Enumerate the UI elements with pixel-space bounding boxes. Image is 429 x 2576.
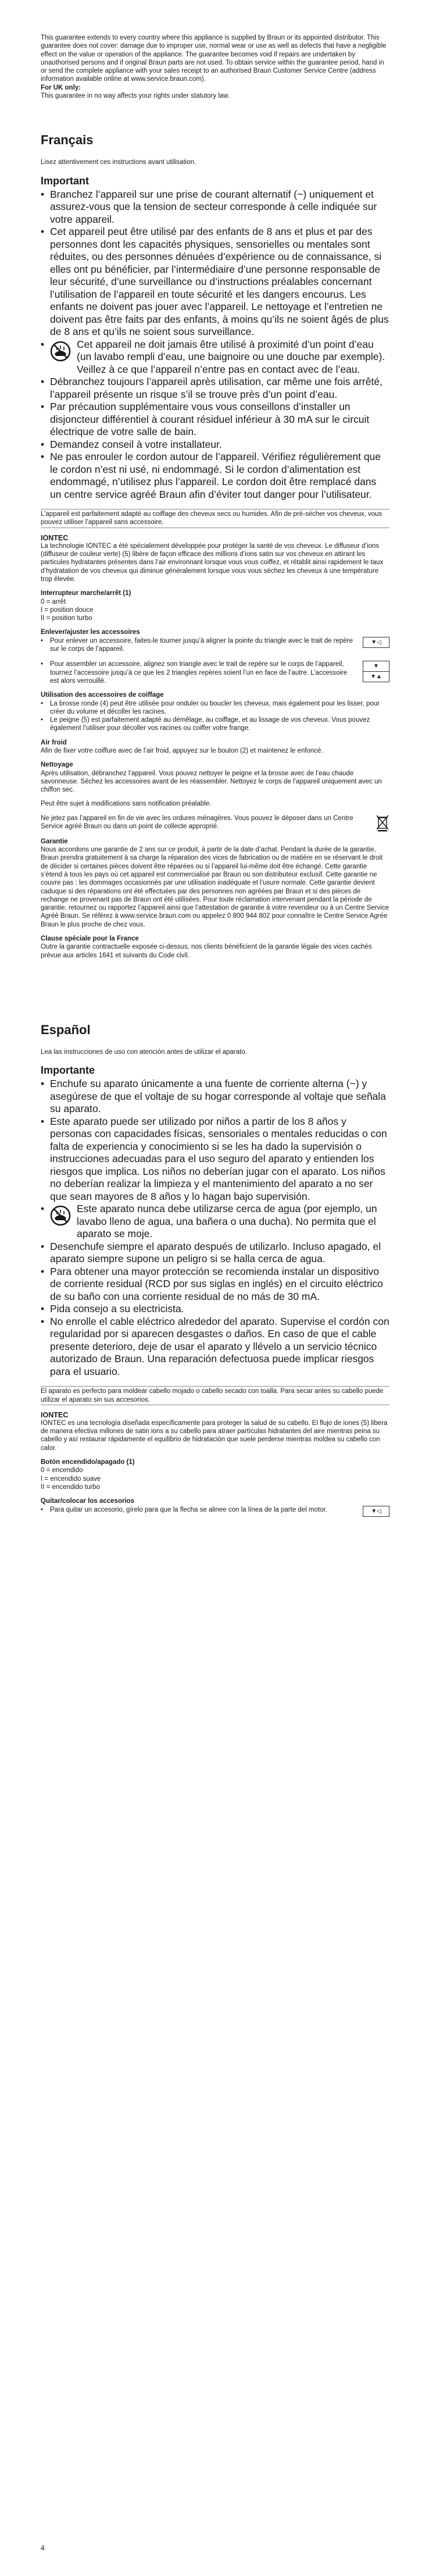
- switch-heading-es: Botón encendido/apagado (1): [41, 1459, 135, 1466]
- styling-list-fr: [41, 700, 389, 733]
- list-item: • Le peigne (5) est parfaitement adapté au démêlage, au coiffage, et au lissage de vos cheveux. Vous pouvez également l’utiliser pour décoller vos racines ou coiffer votre frange.: [41, 716, 389, 733]
- fig-symbol: ▼: [363, 661, 389, 672]
- water-warning-fr: • Cet appareil ne doit jamais être utilisé à proximité d’un point d’eau (un lavabo rempli d’eau, une baignoire ou une douche par exemple). Veillez à ce que l’appareil n’entre pas en contact avec de l’eau.: [77, 338, 385, 375]
- important-heading-fr: Important: [41, 174, 89, 187]
- iontec-text-fr: La technologie IONTEC a été spécialement développée pour protéger la santé de vos cheveux. Le diffuseur d’ions (diffuseur de couleur verte) (5) libère de façon efficace des millions d’ions satin sur vos cheveux en attirant les particules hydratantes présentes dans l’air environnant lorsque vous vous coiffez, et rétablit ainsi rapidement le taux d’hydratation de vos cheveux qui diminue généralement lorsque vous vous séchez les cheveux à une température trop élevée.: [41, 542, 384, 583]
- hair-note-text-fr: L’appareil est parfaitement adapté au coiffage des cheveux secs ou humides. Afin de pré-sécher vos cheveux, vous pouvez utiliser l’appareil sans accessoire.: [41, 509, 389, 528]
- page-number: 4: [41, 2544, 45, 2552]
- water-warning-es: • Este aparato nunca debe utilizarse cerca de agua (por ejemplo, un lavabo lleno de agua, una bañera o una ducha). No permita que el aparato se moje.: [77, 1203, 377, 1240]
- change-note-fr: Peut être sujet à modifications sans notification préalable.: [41, 800, 212, 808]
- important-list-es: [41, 1078, 389, 1378]
- list-item: • Desenchufe siempre el aparato después de utilizarlo. Incluso apagado, el aparato siempre supone un peligro si se halla cerca de agua.: [41, 1241, 389, 1266]
- hair-note-fr: [41, 509, 389, 528]
- list-item: • No enrolle el cable eléctrico alrededor del aparato. Supervise el cordón con regularidad por si aparecen desgastes o daños. En caso de que el cable presente deterioro, deje de usar el aparato y llévelo a un servicio técnico autorizado de Braun. Una reparación defectuosa puede implicar riesgos para el usuario.: [41, 1316, 389, 1378]
- language-heading-es: Español: [41, 1022, 91, 1037]
- list-item: • Ne pas enrouler le cordon autour de l’appareil. Vérifiez régulièrement que le cordon n’est ni usé, ni endommagé. Si le cordon d’alimentation est endommagé, n’utilisez plus l’appareil. Le cordon doit être remplacé dans un centre service agréé Braun afin d’éviter tout danger pour l’utilisateur.: [41, 451, 389, 501]
- list-item: • Branchez l’appareil sur une prise de courant alternatif (~) uniquement et assurez-vous que la tension de secteur corresponde à celle indiquée sur votre appareil.: [41, 188, 389, 226]
- list-item: • Pida consejo a su electricista.: [41, 1303, 389, 1316]
- attachments-block-fr: [41, 637, 389, 685]
- spanish-section: [41, 1022, 389, 1517]
- french-section: [41, 133, 389, 960]
- switch-item: 0 = arrêt: [41, 598, 66, 605]
- important-heading-es: Importante: [41, 1064, 95, 1077]
- list-item: • Este aparato puede ser utilizado por niños a partir de los 8 años y personas con capacidades físicas, sensoriales o mentales reducidas o con falta de experiencia y conocimiento si se les ha dado la supervisión o instrucciones adecuadas para el uso seguro del aparato y entienden los riesgos que implica. Los niños no deberían jugar con el aparato. Los niños no deberían realizar la limpieza y el mantenimiento del aparato a no ser que sean mayores de 8 años y lo hagan bajo supervisión.: [41, 1116, 389, 1203]
- cleaning-heading-fr: Nettoyage: [41, 761, 73, 769]
- styling-heading-fr: Utilisation des accessoires de coiffage: [41, 692, 164, 699]
- fig-symbol: ▼▲: [370, 673, 382, 680]
- crossed-bin-icon: [376, 814, 389, 832]
- important-list-fr: [41, 188, 389, 501]
- cold-air-text-fr: Afin de fixer votre coiffure avec de l’air froid, appuyez sur le bouton (2) et maintenez le enfoncé.: [41, 747, 323, 754]
- fig-symbol: ▼◁: [371, 1508, 381, 1515]
- english-guarantee-text: This guarantee extends to every country where this appliance is supplied by Braun or its appointed distributor. This guarantee does not cover: damage due to improper use, normal wear or use as well as defects that have a negligible effect on the value or operation of the appliance. The guarantee becomes void if repairs are undertaken by unauthorised persons and if original Braun parts are not used. To obtain service within the guarantee period, hand in or send the complete appliance with your sales receipt to an authorised Braun Customer Service Centre (address information available online at www.service.braun.com).: [41, 34, 387, 83]
- list-item: • Débranchez toujours l’appareil après utilisation, car même une fois arrêté, l’appareil présente un risque s’il se trouve près d’un point d’eau.: [41, 376, 389, 401]
- iontec-heading-es: IONTEC: [41, 1410, 69, 1419]
- list-item: • Demandez conseil à votre installateur.: [41, 439, 389, 451]
- list-item: • Para obtener una mayor protección se recomienda instalar un dispositivo de corriente residual (RCD por sus siglas en inglés) en el circuito eléctrico de su baño con una corriente residual de no más de 30 mA.: [41, 1266, 389, 1303]
- no-water-icon: [50, 1205, 71, 1226]
- switch-item: II = position turbo: [41, 615, 92, 622]
- clause-heading-fr: Clause spéciale pour la France: [41, 935, 139, 943]
- list-item: [41, 1203, 389, 1241]
- intro-fr: Lisez attentivement ces instructions avant utilisation.: [41, 159, 196, 166]
- hair-note-es: [41, 1386, 389, 1405]
- switch-item: 0 = encendido: [41, 1467, 83, 1474]
- manual-page: [41, 34, 389, 1517]
- guarantee-heading-fr: Garantie: [41, 838, 68, 845]
- attachments-heading-fr: Enlever/ajuster les accessoires: [41, 629, 140, 636]
- fig-symbol: ▼◁: [371, 639, 381, 646]
- list-item: • Par précaution supplémentaire vous vous conseillons d’installer un disjoncteur différentiel à courant résiduel inférieur à 30 mA sur le circuit électrique de votre salle de bain.: [41, 401, 389, 439]
- iontec-heading-fr: IONTEC: [41, 533, 69, 542]
- uk-only-heading: For UK only:: [41, 84, 81, 91]
- disposal-text-fr: Ne jetez pas l’appareil en fin de vie avec les ordures ménagères. Vous pouvez le déposer dans un Centre Service agréé Braun ou dans un point de collecte approprié.: [41, 814, 353, 831]
- list-item: • Pour enlever un accessoire, faites-le tourner jusqu’à aligner la pointe du triangle avec le trait de repère sur le corps de l’appareil.: [41, 637, 356, 654]
- list-item: [41, 339, 389, 376]
- switch-item: II = encendido turbo: [41, 1483, 100, 1491]
- iontec-text-es: IONTEC es una tecnología diseñada específicamente para proteger la salud de su cabello. El flujo de iones (5) libera de manera efectiva millones de satin ions a su cabello para atraer partículas hidratantes del aire mientras peina su cabello y así restaurar rápidamente el equilibrio de hidratación que suele perderse mientras moldea su cabello con calor.: [41, 1419, 388, 1452]
- attachment-alignment-figure: [363, 637, 389, 648]
- switch-item: I = encendido suave: [41, 1475, 101, 1483]
- intro-es: Lea las instrucciones de uso con atención antes de utilizar el aparato.: [41, 1048, 247, 1056]
- cold-air-heading-fr: Air froid: [41, 739, 67, 746]
- language-heading-fr: Français: [41, 133, 94, 148]
- disposal-block-fr: [41, 814, 389, 832]
- cleaning-text-fr: Après utilisation, débranchez l’appareil. Vous pouvez nettoyer le peigne et la brosse avec de l’eau chaude savonneuse. Séchez les accessoires avant de les réassembler. Nettoyez le corps de l’appareil uniquement avec un chiffon sec.: [41, 769, 382, 794]
- attachment-lock-figure: [363, 661, 389, 682]
- no-water-icon: [50, 341, 71, 362]
- list-item: • Para quitar un accesorio, gírelo para que la flecha se alinee con la línea de la parte del motor.: [41, 1506, 356, 1514]
- list-item: • Enchufe su aparato únicamente a una fuente de corriente alterna (~) y asegúrese de que el voltaje de su hogar corresponde al voltaje que señala su aparato.: [41, 1078, 389, 1116]
- clause-text-fr: Outre la garantie contractuelle exposée ci-dessus, nos clients bénéficient de la garantie légale des vices cachés prévue aux articles 1641 et suivants du Code civil.: [41, 943, 372, 959]
- uk-only-text: This guarantee in no way affects your rights under statutory law.: [41, 92, 230, 100]
- switch-item: I = position douce: [41, 606, 94, 614]
- hair-note-text-es: El aparato es perfecto para moldear cabello mojado o cabello secado con toalla. Para secar antes su cabello puede utilizar el aparato sin sus accesorios.: [41, 1386, 389, 1405]
- list-item: • Pour assembler un accessoire, alignez son triangle avec le trait de repère sur le corps de l’appareil, tournez l’accessoire jusqu’à ce que les 2 triangles repères soient l’un en face de l’autre. L’accessoire est alors verrouillé.: [41, 660, 356, 685]
- english-tail-section: [41, 34, 389, 100]
- switch-heading-fr: Interrupteur marche/arrêt (1): [41, 590, 131, 597]
- attachments-heading-es: Quitar/colocar los accesorios: [41, 1498, 135, 1505]
- list-item: • La brosse ronde (4) peut être utilisée pour onduler ou boucler les cheveux, mais également pour les lisser, pour créer du volume et décoller les racines.: [41, 700, 389, 717]
- attachment-alignment-figure: [363, 1506, 389, 1517]
- guarantee-text-fr: Nous accordons une garantie de 2 ans sur ce produit, à partir de la date d’achat. Pendant la durée de la garantie, Braun prendra gratuitement à sa charge la réparation des vices de fabrication ou de matière en se réservant le droit de décider si certaines pièces doivent être réparées ou si l’appareil lui-même doit être échangé. Cette garantie s’étend à tous les pays où cet appareil est commercialisé par Braun ou son distributeur exclusif. Cette garantie ne couvre pas : les dommages occasionnés par une utilisation inadéquate et l’usure normale. Cette garantie devient caduque si des réparations ont été effectuées par des personnes non agréées par Braun et si des pièces de rechange ne provenant pas de Braun ont été utilisées. Pour toute réclamation intervenant pendant la période de garantie, retournez ou rapportez l’appareil ainsi que l’attestation de garantie à votre revendeur ou à un Centre Service Agréé Braun. Se référez à www.service.braun.com ou appelez 0 800 944 802 pour connaître le Centre Service Agrée Braun le plus proche de chez vous.: [41, 846, 389, 928]
- list-item: • Cet appareil peut être utilisé par des enfants de 8 ans et plus et par des personnes dont les capacités physiques, sensorielles ou mentales sont réduites, ou des personnes dénuées d’expérience ou de connaissance, si elles ont pu bénéficier, par l’intermédiaire d’une personne responsable de leur sécurité, d’une surveillance ou d’instructions préalables concernant l’utilisation de l’appareil en toute sécurité et les dangers encourus. Les enfants ne doivent pas jouer avec l’appareil. Le nettoyage et l’entretien ne doivent pas être faits par des enfants, à moins qu’ils ne soient âgés de plus de 8 ans et qu’ils ne soient sous surveillance.: [41, 226, 389, 339]
- attachments-block-es: [41, 1506, 389, 1517]
